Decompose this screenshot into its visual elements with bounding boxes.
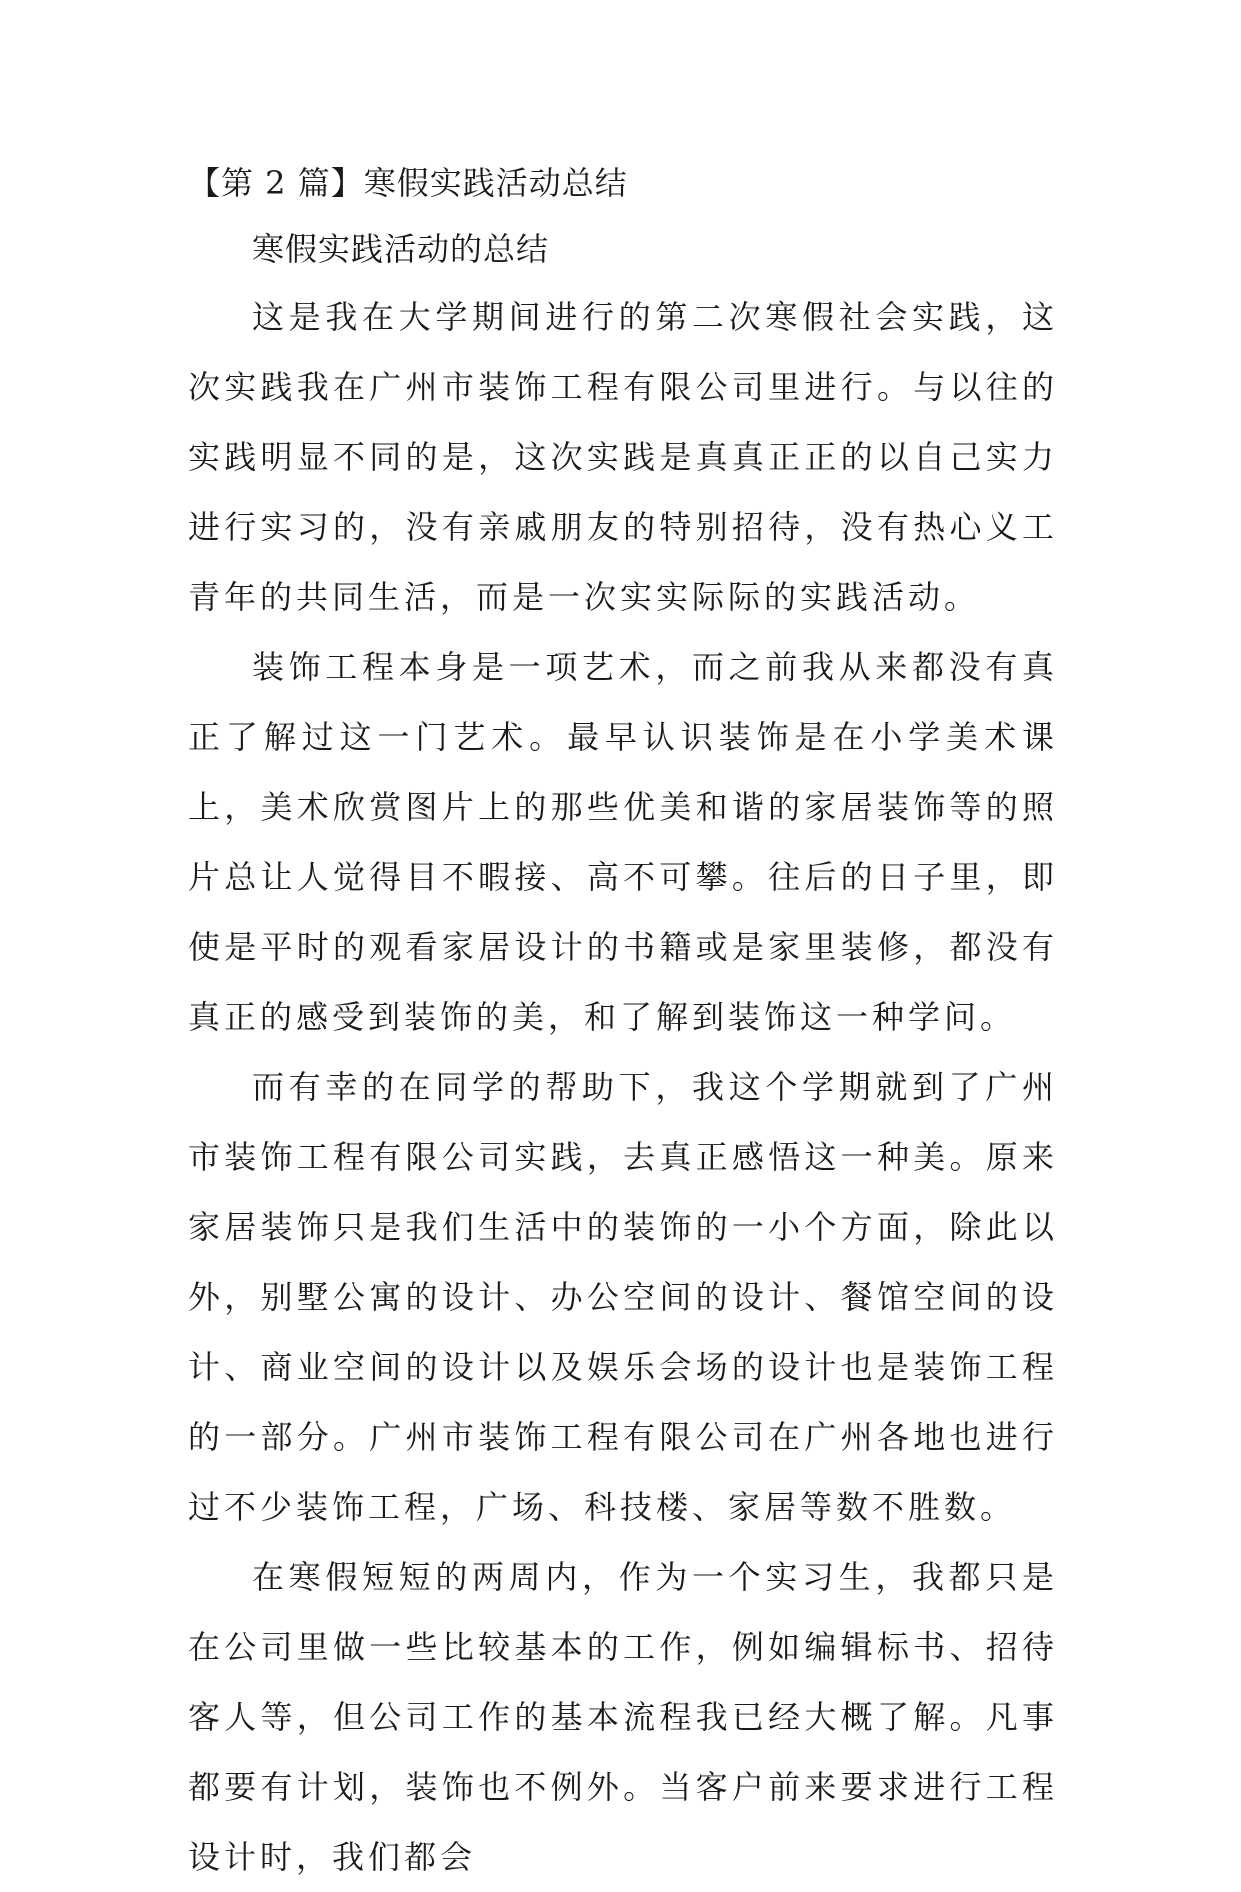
document-page [188,160,1058,1892]
paragraph-4: 在寒假短短的两周内，作为一个实习生，我都只是在公司里做一些比较基本的工作，例如编辑标书、招待客人等，但公司工作的基本流程我已经大概了解。凡事都要有计划，装饰也不例外。当客户前来要求进行工程设计时，我们都会 [188,1558,1058,1876]
document-heading: 【第 2 篇】寒假实践活动总结 [188,164,628,202]
document-subtitle: 寒假实践活动的总结 [252,230,550,268]
paragraph-1: 这是我在大学期间进行的第二次寒假社会实践，这次实践我在广州市装饰工程有限公司里进行。与以往的实践明显不同的是，这次实践是真真正正的以自己实力进行实习的，没有亲戚朋友的特别招待，没有热心义工青年的共同生活，而是一次实实际际的实践活动。 [188,298,1058,616]
paragraph-2: 装饰工程本身是一项艺术，而之前我从来都没有真正了解过这一门艺术。最早认识装饰是在小学美术课上，美术欣赏图片上的那些优美和谐的家居装饰等的照片总让人觉得目不暇接、高不可攀。往后的日子里，即使是平时的观看家居设计的书籍或是家里装修，都没有真正的感受到装饰的美，和了解到装饰这一种学问。 [188,648,1058,1036]
paragraph-3: 而有幸的在同学的帮助下，我这个学期就到了广州市装饰工程有限公司实践，去真正感悟这一种美。原来家居装饰只是我们生活中的装饰的一小个方面，除此以外，别墅公寓的设计、办公空间的设计、餐馆空间的设计、商业空间的设计以及娱乐会场的设计也是装饰工程的一部分。广州市装饰工程有限公司在广州各地也进行过不少装饰工程，广场、科技楼、家居等数不胜数。 [188,1068,1058,1526]
